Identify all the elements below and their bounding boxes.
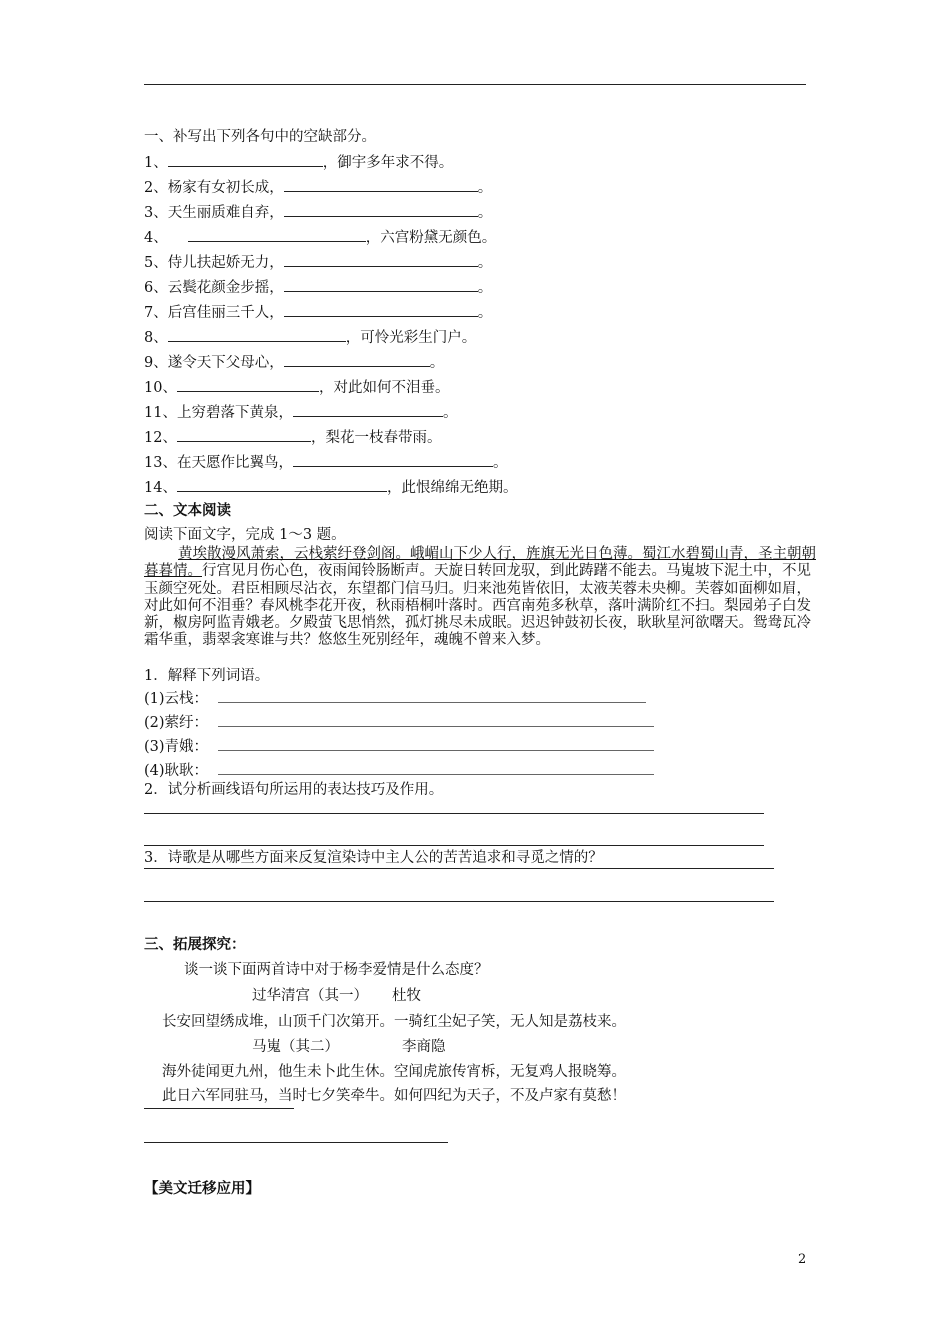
discussion-prompt: 谈一谈下面两首诗中对于杨李爱情是什么态度？: [184, 962, 489, 978]
term-1: (1)云栈：: [144, 691, 209, 707]
answer-blank[interactable]: [177, 478, 387, 492]
header-rule: [144, 84, 806, 85]
section1-heading: 一、补写出下列各句中的空缺部分。: [144, 129, 376, 145]
poem2-title: 马嵬（其二）: [252, 1039, 339, 1055]
poem1-title: 过华清宫（其一）: [252, 988, 368, 1004]
answer-blank[interactable]: [284, 353, 430, 367]
question-2: 2．试分析画线语句所运用的表达技巧及作用。: [144, 782, 444, 798]
section3-answer-line[interactable]: [144, 1108, 294, 1109]
page-number: 2: [798, 1252, 807, 1267]
term-3: (3)青娥：: [144, 739, 209, 755]
section2-heading: 二、文本阅读: [144, 502, 231, 519]
answer-blank[interactable]: [284, 278, 478, 292]
fill-item-4: 4、 ，六宫粉黛无颜色。: [144, 230, 497, 246]
answer-blank[interactable]: [293, 403, 443, 417]
reading-passage: 黄埃散漫风萧索，云栈萦纡登剑阁。峨嵋山下少人行，旌旗无光日色薄。蜀江水碧蜀山青，圣主朝朝暮暮情。行宫见月伤心色，夜雨闻铃肠断声。天旋日转回龙驭，到此踌躇不能去。马嵬坡下泥土中，不见玉颜空死处。君臣相顾尽沾衣，东望都门信马归。归来池苑皆依旧，太液芙蓉未央柳。芙蓉如面柳如眉，对此如何不泪垂？春风桃李花开夜，秋雨梧桐叶落时。西宫南苑多秋草，落叶满阶红不扫。梨园弟子白发新，椒房阿监青娥老。夕殿萤飞思悄然，孤灯挑尽未成眠。迟迟钟鼓初长夜，耿耿星河欲曙天。鸳鸯瓦冷霜华重，翡翠衾寒谁与共？悠悠生死别经年，魂魄不曾来入梦。: [144, 546, 816, 649]
fill-item-5: 5、侍儿扶起娇无力， 。: [144, 255, 493, 271]
poem2-line-1: 海外徒闻更九州，他生未卜此生休。空闻虎旅传宵柝，无复鸡人报晓筹。: [162, 1064, 626, 1080]
term-4-answer-line[interactable]: [218, 774, 654, 775]
fill-item-7: 7、后宫佳丽三千人， 。: [144, 305, 493, 321]
section4-heading: 【美文迁移应用】: [144, 1180, 260, 1197]
question-3-answer-line[interactable]: [144, 868, 774, 869]
fill-item-8: 8、 ，可怜光彩生门户。: [144, 330, 477, 346]
term-2: (2)萦纡：: [144, 715, 209, 731]
answer-blank[interactable]: [188, 228, 366, 242]
answer-blank[interactable]: [168, 328, 346, 342]
fill-item-9: 9、遂令天下父母心， 。: [144, 355, 445, 371]
question-3-answer-line[interactable]: [144, 901, 774, 902]
answer-blank[interactable]: [284, 253, 478, 267]
term-3-answer-line[interactable]: [218, 750, 654, 751]
section3-heading: 三、拓展探究：: [144, 936, 246, 953]
fill-item-1: 1、 ，御宇多年求不得。: [144, 155, 454, 171]
question-2-answer-line[interactable]: [144, 845, 764, 846]
answer-blank[interactable]: [284, 303, 478, 317]
fill-item-13: 13、在天愿作比翼鸟， 。: [144, 455, 508, 471]
answer-blank[interactable]: [284, 178, 478, 192]
fill-item-2: 2、杨家有女初长成， 。: [144, 180, 493, 196]
question-1: 1．解释下列词语。: [144, 668, 270, 684]
question-2-answer-line[interactable]: [144, 813, 764, 814]
question-3: 3．诗歌是从哪些方面来反复渲染诗中主人公的苦苦追求和寻觅之情的？: [144, 850, 603, 866]
answer-blank[interactable]: [293, 453, 493, 467]
answer-blank[interactable]: [168, 153, 323, 167]
fill-item-10: 10、 ，对此如何不泪垂。: [144, 380, 450, 396]
reading-instruction: 阅读下面文字，完成 1～3 题。: [144, 527, 346, 543]
poem1-text: 长安回望绣成堆，山顶千门次第开。一骑红尘妃子笑，无人知是荔枝来。: [162, 1014, 626, 1030]
underlined-lines: 黄埃散漫风萧索，云栈萦纡登剑阁。峨嵋山下少人行，旌旗无光日色薄。蜀江水碧蜀山青，圣主朝朝暮暮情。: [144, 546, 816, 580]
answer-blank[interactable]: [177, 378, 319, 392]
fill-item-3: 3、天生丽质难自弃， 。: [144, 205, 493, 221]
answer-blank[interactable]: [177, 428, 311, 442]
poem2-author: 李商隐: [402, 1039, 446, 1055]
fill-item-14: 14、 ，此恨绵绵无绝期。: [144, 480, 518, 496]
poem1-author: 杜牧: [392, 988, 421, 1004]
poem2-line-2: 此日六军同驻马，当时七夕笑牵牛。如何四纪为天子，不及卢家有莫愁！: [162, 1088, 626, 1104]
term-2-answer-line[interactable]: [218, 726, 654, 727]
fill-item-6: 6、云鬓花颜金步摇， 。: [144, 280, 493, 296]
term-1-answer-line[interactable]: [218, 702, 646, 703]
term-4: (4)耿耿：: [144, 763, 209, 779]
section3-answer-line[interactable]: [144, 1142, 448, 1143]
fill-item-12: 12、 ，梨花一枝春带雨。: [144, 430, 442, 446]
answer-blank[interactable]: [284, 203, 478, 217]
fill-item-11: 11、上穷碧落下黄泉， 。: [144, 405, 458, 421]
